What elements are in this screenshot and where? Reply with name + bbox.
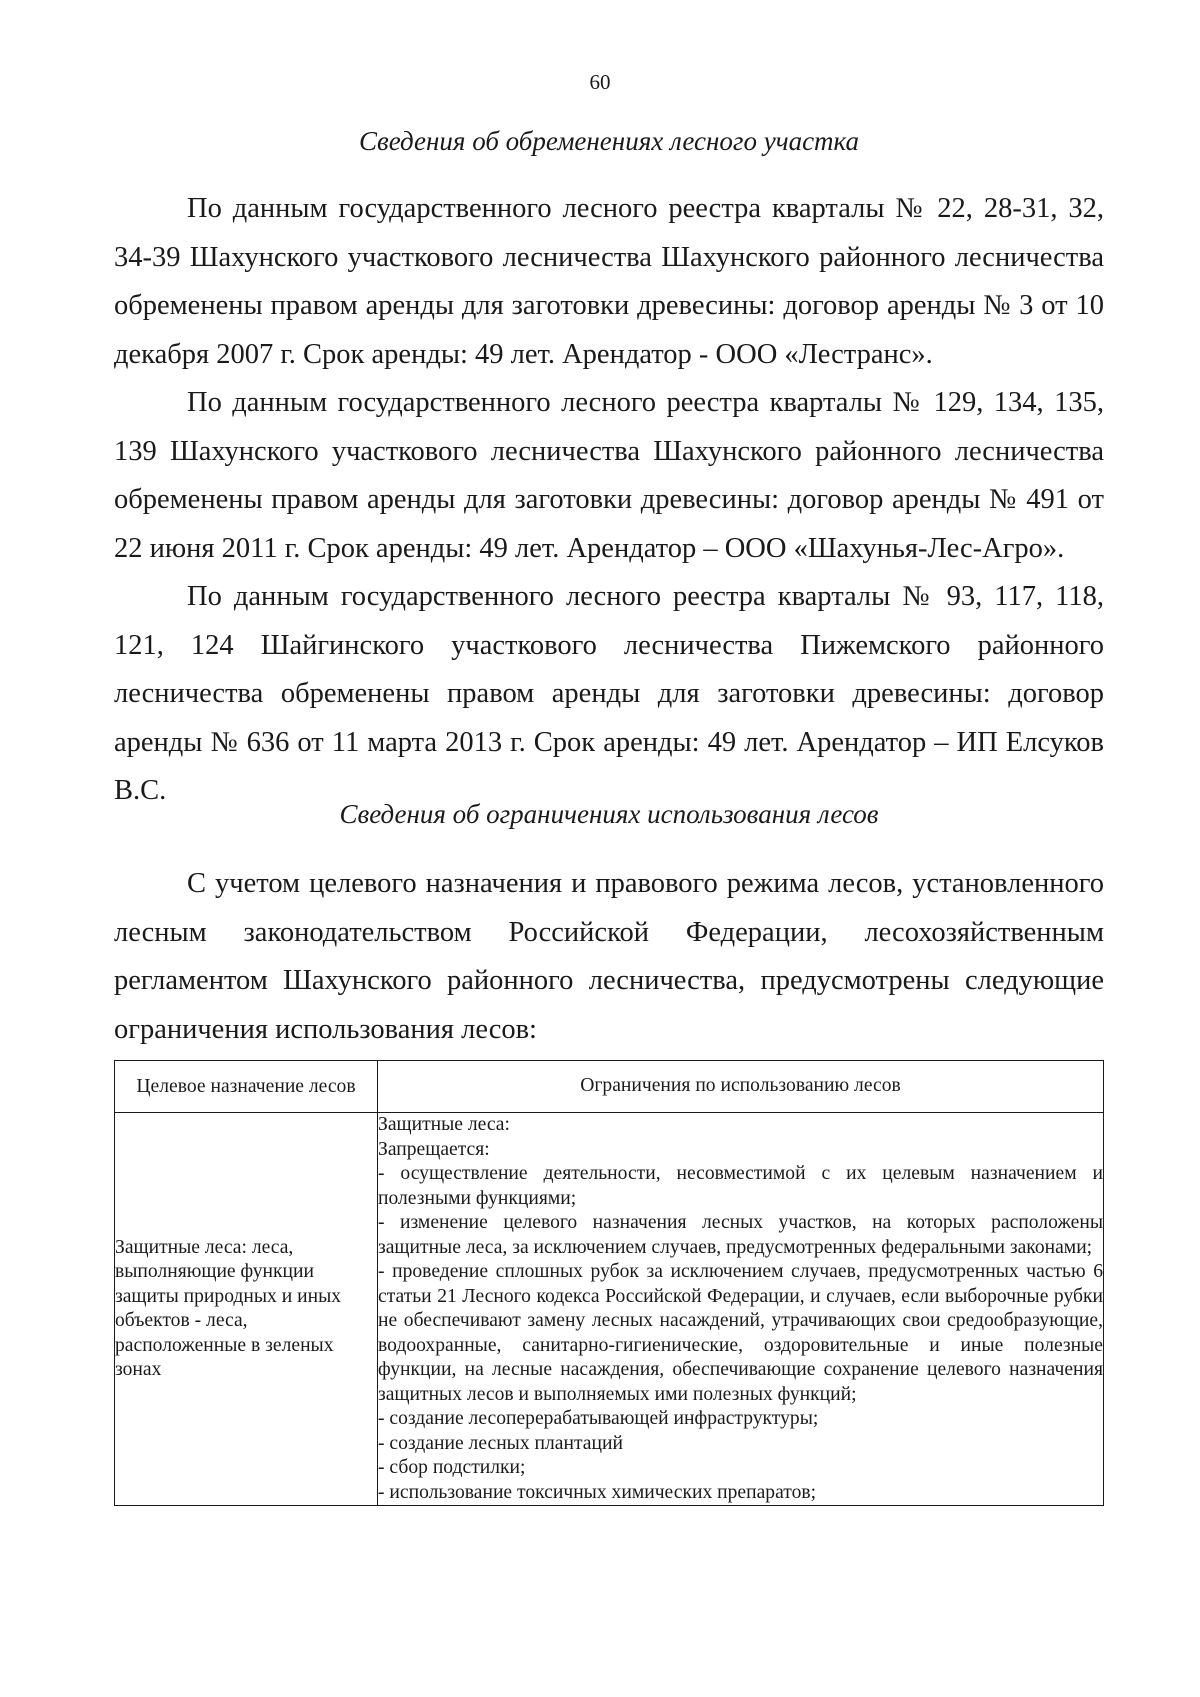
restriction-line: Запрещается: [378, 1138, 490, 1160]
restriction-line: - осуществление деятельности, несовместимой с их целевым назначением и полезными функциями; [378, 1163, 1103, 1209]
paragraph-lease-2: По данным государственного лесного реестра кварталы № 129, 134, 135, 139 Шахунского участкового лесничества Шахунского районного лесничества обременены правом аренды для заготовки древесины: договор аренды № 491 от 22 июня 2011 г. Срок аренды: 49 лет. Арендатор – ООО «Шахунья-Лес-Агро». [114, 387, 1104, 564]
cell-purpose: Защитные леса: леса, выполняющие функции защиты природных и иных объектов - леса, расположенные в зеленых зонах [115, 1113, 378, 1506]
restriction-line: Защитные леса: [378, 1114, 510, 1135]
paragraph-restrictions-intro: С учетом целевого назначения и правового режима лесов, установленного лесным законодательством Российской Федерации, лесохозяйственным регламентом Шахунского районного лесничества, предусмотрены следующие ограничения использования лесов: [114, 868, 1104, 1045]
restriction-line: - изменение целевого назначения лесных участков, на которых расположены защитные леса, за исключением случаев, предусмотренных федеральными законами; [378, 1212, 1103, 1258]
header-restrictions: Ограничения по использованию лесов [378, 1061, 1104, 1113]
page-number: 60 [589, 70, 611, 94]
encumbrances-text [114, 185, 1104, 816]
restrictions-intro [114, 860, 1104, 1054]
table-header-row [115, 1061, 1104, 1113]
restriction-line: - сбор подстилки; [378, 1457, 526, 1478]
cell-restrictions [378, 1113, 1104, 1506]
paragraph-lease-3: По данным государственного лесного реестра кварталы № 93, 117, 118, 121, 124 Шайгинского участкового лесничества Пижемского районного лесничества обременены правом аренды для заготовки древесины: договор аренды № 636 от 11 марта 2013 г. Срок аренды: 49 лет. Арендатор – ИП Елсуков В.С. [114, 581, 1104, 806]
section-heading-encumbrances: Сведения об обременениях лесного участка [358, 126, 860, 156]
restriction-line: - проведение сплошных рубок за исключением случаев, предусмотренных частью 6 статьи 21 Лесного кодекса Российской Федерации, и случаев, если выборочные рубки не обеспечивают замену лесных насаждений, утрачивающих свои средообразующие, водоохранные, санитарно-гигиенические, оздоровительные и иные полезные функции, на лесные насаждения, обеспечивающие сохранение целевого назначения защитных лесов и выполняемых ими полезных функций; [378, 1261, 1103, 1405]
header-purpose: Целевое назначение лесов [115, 1061, 378, 1113]
restriction-line: - создание лесоперерабатывающей инфраструктуры; [378, 1408, 819, 1429]
restrictions-table [114, 1060, 1104, 1506]
table-row [115, 1113, 1104, 1506]
paragraph-lease-1: По данным государственного лесного реестра кварталы № 22, 28-31, 32, 34-39 Шахунского участкового лесничества Шахунского районного лесничества обременены правом аренды для заготовки древесины: договор аренды № 3 от 10 декабря 2007 г. Срок аренды: 49 лет. Арендатор - ООО «Лестранс». [114, 193, 1104, 370]
section-heading-restrictions: Сведения об ограничениях использования лесов [339, 799, 879, 829]
restriction-line: - создание лесных плантаций [378, 1432, 623, 1454]
restriction-line: - использование токсичных химических препаратов; [378, 1481, 817, 1503]
